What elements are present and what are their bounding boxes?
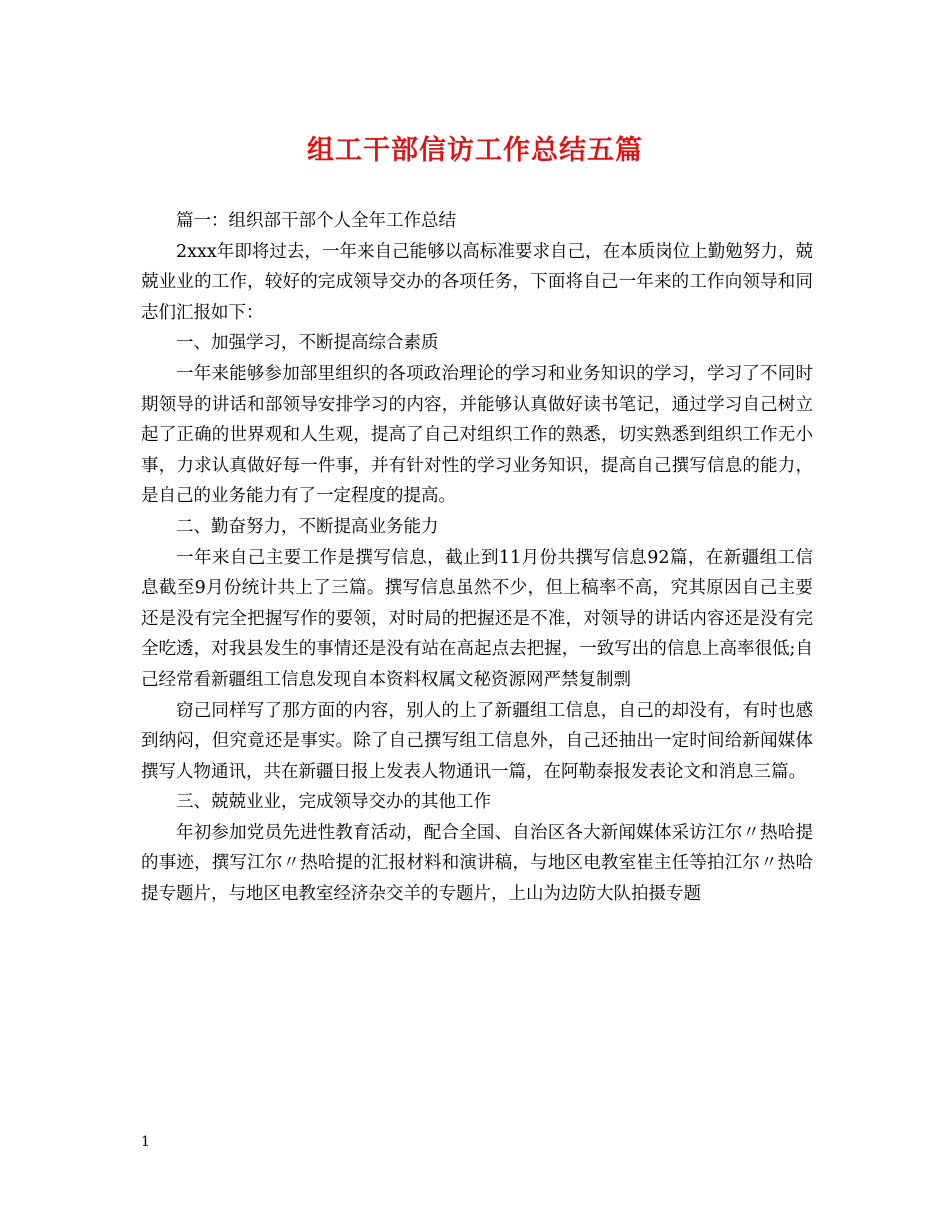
paragraph-heading-study: 一、加强学习，不断提高综合素质	[176, 333, 439, 354]
paragraph-other-content: 年初参加党员先进性教育活动，配合全国、自治区各大新闻媒体采访江尔〃热哈提的事迹，撰写江尔〃热哈提的汇报材料和演讲稿，与地区电教室崔主任等拍江尔〃热哈提专题片，与地区电教室经济杂交羊的专题片，上山为边防大队拍摄专题	[141, 822, 813, 905]
paragraph-section-heading-1: 篇一：组织部干部个人全年工作总结	[176, 211, 456, 231]
document-body	[141, 206, 813, 910]
paragraph-heading-work: 二、勤奋努力，不断提高业务能力	[176, 516, 439, 537]
paragraph-work-continued: 窃己同样写了那方面的内容，别人的上了新疆组工信息，自己的却没有，有时也感到纳闷，但究竟还是事实。除了自己撰写组工信息外，自己还抽出一定时间给新闻媒体撰写人物通讯，共在新疆日报上发表人物通讯一篇，在阿勒泰报发表论文和消息三篇。	[141, 700, 813, 782]
paragraph-heading-other: 三、兢兢业业，完成领导交办的其他工作	[176, 792, 491, 813]
paragraph-intro: 2xxx年即将过去，一年来自己能够以高标准要求自己，在本质岗位上勤勉努力，兢兢业业的工作，较好的完成领导交办的各项任务，下面将自己一年来的工作向领导和同志们汇报如下：	[141, 241, 813, 323]
paragraph-study-content: 一年来能够参加部里组织的各项政治理论的学习和业务知识的学习，学习了不同时期领导的讲话和部领导安排学习的内容，并能够认真做好读书笔记，通过学习自己树立起了正确的世界观和人生观，提高了自己对组织工作的熟悉，切实熟悉到组织工作无小事，力求认真做好每一件事，并有针对性的学习业务知识，提高自己撰写信息的能力，是自己的业务能力有了一定程度的提高。	[141, 363, 813, 507]
paragraph-work-content: 一年来自己主要工作是撰写信息，截止到11月份共撰写信息92篇，在新疆组工信息截至9月份统计共上了三篇。撰写信息虽然不少，但上稿率不高，究其原因自己主要还是没有完全把握写作的要领，对时局的把握还是不准，对领导的讲话内容还是没有完全吃透，对我县发生的事情还是没有站在高起点去把握，一致写出的信息上高率很低;自己经常看新疆组工信息发现自本资料权属文秘资源网严禁复制剽	[141, 547, 813, 690]
document-title: 组工干部信访工作总结五篇	[307, 135, 643, 166]
page-number: 1	[141, 1134, 150, 1150]
